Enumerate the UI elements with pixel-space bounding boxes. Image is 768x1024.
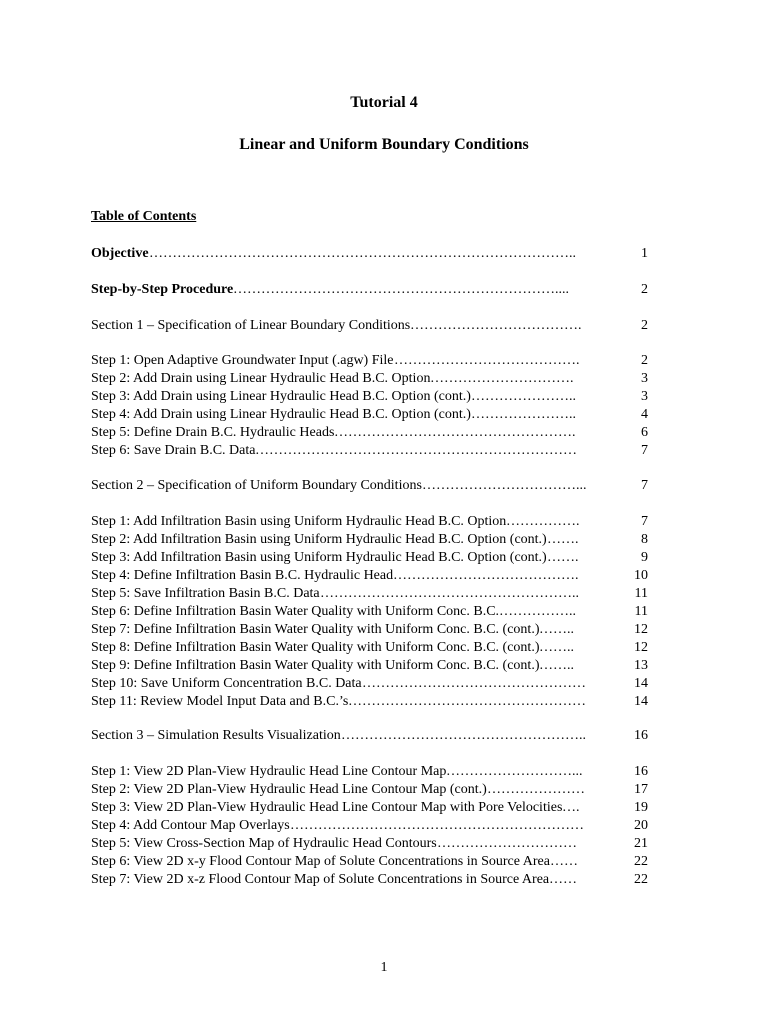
toc-entry-leader: …………………………………………………………… — [255, 443, 577, 458]
toc-entry-leader: ………………….. — [471, 407, 576, 422]
toc-entry-page: 2 — [641, 318, 648, 333]
toc-entry-text: Step 4: Define Infiltration Basin B.C. Hydraulic Head — [91, 568, 394, 583]
toc-entry-text: Step 11: Review Model Input Data and B.C.’s — [91, 694, 349, 709]
toc-entry[interactable] — [91, 853, 648, 871]
toc-entry-text: Step 6: Define Infiltration Basin Water Quality with Uniform Conc. B.C. — [91, 604, 500, 619]
toc-entry[interactable] — [91, 281, 648, 299]
toc-entry-text: Section 2 – Specification of Uniform Boundary Conditions — [91, 478, 422, 493]
toc-entry[interactable] — [91, 388, 648, 406]
toc-entry-text: Step-by-Step Procedure — [91, 282, 234, 297]
toc-entry-page: 14 — [634, 676, 648, 691]
toc-entry[interactable] — [91, 727, 648, 745]
toc-entry-page: 1 — [641, 246, 648, 261]
toc-entry-page: 9 — [641, 550, 648, 565]
toc-entry[interactable] — [91, 693, 648, 711]
toc-entry-page: 12 — [634, 640, 648, 655]
toc-entry-text: Step 6: View 2D x-y Flood Contour Map of Solute Concentrations in Source Area — [91, 854, 550, 869]
toc-entry-page: 7 — [641, 478, 648, 493]
toc-entry[interactable] — [91, 352, 648, 370]
toc-entry[interactable] — [91, 406, 648, 424]
toc-entry-leader: ……………………………………………………………………………….. — [149, 246, 576, 261]
toc-entry[interactable] — [91, 424, 648, 442]
toc-entry-leader: …………….. — [499, 604, 576, 619]
toc-entry[interactable] — [91, 871, 648, 889]
toc-entry-leader: …………………………………………… — [348, 694, 586, 709]
toc-entry-text: Step 2: Add Drain using Linear Hydraulic Head B.C. Option — [91, 371, 431, 386]
toc-entry[interactable] — [91, 639, 648, 657]
toc-entry-leader: ………………… — [487, 782, 585, 797]
toc-entry-page: 10 — [634, 568, 648, 583]
toc-entry-text: Step 3: Add Drain using Linear Hydraulic Head B.C. Option (cont.) — [91, 389, 471, 404]
toc-entry[interactable] — [91, 835, 648, 853]
toc-entry-leader: ……………………………………………………… — [290, 818, 584, 833]
toc-entry-page: 3 — [641, 371, 648, 386]
toc-entry-page: 11 — [634, 586, 648, 601]
toc-entry-page: 22 — [634, 872, 648, 887]
toc-entry-text: Step 9: Define Infiltration Basin Water Quality with Uniform Conc. B.C. (cont.) — [91, 658, 540, 673]
toc-entry[interactable] — [91, 781, 648, 799]
toc-entry-page: 6 — [641, 425, 648, 440]
toc-entry-page: 3 — [641, 389, 648, 404]
toc-entry-leader: …….. — [539, 658, 574, 673]
toc-entry-text: Section 1 – Specification of Linear Boundary Conditions — [91, 318, 411, 333]
toc-entry-leader: …………………………………. — [394, 353, 580, 368]
toc-entry-leader: ………………………………………… — [362, 676, 586, 691]
toc-entry-leader: ……………………………………………. — [334, 425, 576, 440]
toc-entry-text: Step 3: View 2D Plan-View Hydraulic Head Line Contour Map with Pore Velocities — [91, 800, 563, 815]
toc-entry[interactable] — [91, 567, 648, 585]
toc-entry-text: Step 5: Define Drain B.C. Hydraulic Heads — [91, 425, 335, 440]
toc-entry[interactable] — [91, 585, 648, 603]
toc-entry-leader: …… — [549, 872, 577, 887]
toc-entry-leader: ……. — [547, 550, 579, 565]
toc-entry-leader: …. — [562, 800, 580, 815]
toc-entry[interactable] — [91, 549, 648, 567]
toc-entry-text: Step 2: Add Infiltration Basin using Uniform Hydraulic Head B.C. Option (cont.) — [91, 532, 547, 547]
toc-entry-leader: ……………………………... — [422, 478, 587, 493]
toc-entry[interactable] — [91, 603, 648, 621]
toc-entry[interactable] — [91, 370, 648, 388]
toc-entry-text: Step 5: View Cross-Section Map of Hydraulic Head Contours — [91, 836, 437, 851]
toc-entry-leader: …….. — [539, 640, 574, 655]
toc-entry-text: Step 4: Add Drain using Linear Hydraulic Head B.C. Option (cont.) — [91, 407, 471, 422]
toc-entry-page: 11 — [634, 604, 648, 619]
toc-entry-page: 4 — [641, 407, 648, 422]
toc-entry-page: 2 — [641, 282, 648, 297]
toc-entry-page: 12 — [634, 622, 648, 637]
toc-entry-text: Step 5: Save Infiltration Basin B.C. Data — [91, 586, 320, 601]
toc-heading: Table of Contents — [91, 209, 197, 224]
toc-entry-text: Step 1: View 2D Plan-View Hydraulic Head Line Contour Map — [91, 764, 447, 779]
toc-entry[interactable] — [91, 442, 648, 460]
toc-entry-leader: …… — [550, 854, 578, 869]
toc-entry-text: Step 2: View 2D Plan-View Hydraulic Head Line Contour Map (cont.) — [91, 782, 487, 797]
toc-entry[interactable] — [91, 245, 648, 263]
toc-entry-page: 8 — [641, 532, 648, 547]
toc-entry-page: 14 — [634, 694, 648, 709]
toc-entry[interactable] — [91, 513, 648, 531]
toc-entry-page: 7 — [641, 443, 648, 458]
tutorial-title: Tutorial 4 — [350, 94, 418, 111]
toc-entry-text: Step 10: Save Uniform Concentration B.C. Data — [91, 676, 362, 691]
toc-entry[interactable] — [91, 675, 648, 693]
toc-entry-leader: ………………….. — [471, 389, 576, 404]
toc-entry-leader: ……. — [547, 532, 579, 547]
toc-entry[interactable] — [91, 657, 648, 675]
toc-entry-leader: …………………………………. — [393, 568, 579, 583]
toc-entry-text: Step 6: Save Drain B.C. Data — [91, 443, 256, 458]
toc-entry-page: 13 — [634, 658, 648, 673]
toc-entry-leader: ………………………………. — [410, 318, 582, 333]
toc-entry-text: Step 1: Add Infiltration Basin using Uniform Hydraulic Head B.C. Option — [91, 514, 507, 529]
toc-entry-page: 16 — [634, 728, 648, 743]
toc-entry-text: Step 1: Open Adaptive Groundwater Input (.agw) File — [91, 353, 394, 368]
toc-entry-leader: ………………………… — [437, 836, 577, 851]
toc-entry-text: Step 8: Define Infiltration Basin Water Quality with Uniform Conc. B.C. (cont.) — [91, 640, 540, 655]
toc-entry-page: 22 — [634, 854, 648, 869]
toc-entry[interactable] — [91, 317, 648, 335]
page-number: 1 — [380, 960, 388, 975]
toc-entry-text: Step 7: Define Infiltration Basin Water Quality with Uniform Conc. B.C. (cont.) — [91, 622, 540, 637]
toc-entry-text: Section 3 – Simulation Results Visualization — [91, 728, 341, 743]
toc-entry[interactable] — [91, 817, 648, 835]
toc-entry-leader: ……………. — [506, 514, 580, 529]
toc-entry[interactable] — [91, 763, 648, 781]
toc-entry[interactable] — [91, 621, 648, 639]
toc-entry-text: Step 7: View 2D x-z Flood Contour Map of Solute Concentrations in Source Area — [91, 872, 550, 887]
toc-entry-leader: ……………………………………………….. — [320, 586, 579, 601]
toc-entry-page: 20 — [634, 818, 648, 833]
toc-entry-leader: …….. — [539, 622, 574, 637]
toc-entry[interactable] — [91, 799, 648, 817]
toc-entry-text: Step 4: Add Contour Map Overlays — [91, 818, 290, 833]
toc-entry-leader: …………………………………………….. — [341, 728, 586, 743]
tutorial-subtitle: Linear and Uniform Boundary Conditions — [239, 136, 529, 153]
toc-entry[interactable] — [91, 477, 648, 495]
toc-entry-page: 17 — [634, 782, 648, 797]
toc-entry-text: Step 3: Add Infiltration Basin using Uniform Hydraulic Head B.C. Option (cont.) — [91, 550, 547, 565]
toc-entry-leader: ………………………... — [446, 764, 583, 779]
toc-entry-page: 2 — [641, 353, 648, 368]
toc-entry-leader: …………………………………………………………….... — [233, 282, 569, 297]
toc-entry-page: 21 — [634, 836, 648, 851]
toc-entry-text: Objective — [91, 246, 149, 261]
toc-entry-leader: …………………………. — [430, 371, 574, 386]
toc-entry-page: 19 — [634, 800, 648, 815]
toc-entry-page: 7 — [641, 514, 648, 529]
toc-entry-page: 16 — [634, 764, 648, 779]
toc-entry[interactable] — [91, 531, 648, 549]
